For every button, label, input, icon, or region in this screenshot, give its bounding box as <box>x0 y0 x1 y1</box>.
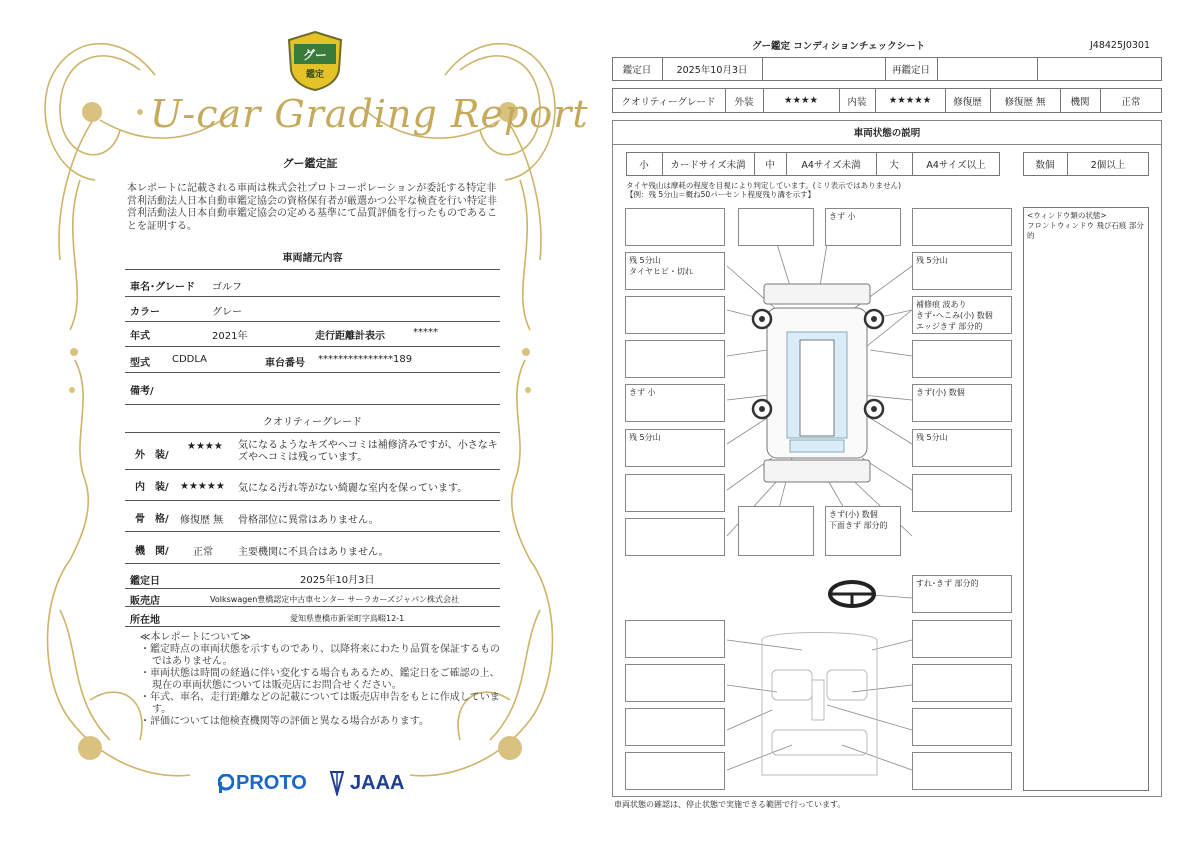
frame-label: 骨 格/ <box>135 514 169 525</box>
report-notes <box>140 632 500 728</box>
window-text: フロントウィンドウ 飛び石痕 部分的 <box>1027 221 1144 240</box>
address-value: 愛知県豊橋市新栄町字鳥畷12-1 <box>290 614 405 623</box>
interior-stars: ★★★★★ <box>180 481 225 492</box>
date-value: 2025年10月3日 <box>300 575 375 586</box>
diagram-box <box>625 208 725 246</box>
size-small-label: 小 <box>639 160 649 171</box>
script-title: U-car Grading Report <box>150 92 589 136</box>
dealer-label: 販売店 <box>130 596 160 607</box>
diagram-box <box>912 340 1012 378</box>
chassis-label: 車台番号 <box>265 358 305 369</box>
note-item: ・年式、車名、走行距離などの記載については販売店申告をもとに作成しています。 <box>140 692 500 715</box>
sheet-id: J48425J0301 <box>1090 40 1151 51</box>
frame-value: 修復歴 無 <box>180 515 224 526</box>
label-rear-bumper: きず(小) 数個 <box>829 510 878 519</box>
exterior-label: 外 装/ <box>135 450 169 461</box>
size-large-desc: A4サイズ以上 <box>926 160 986 171</box>
car-name-label: 車名･グレード <box>130 282 195 293</box>
interior-text: 気になる汚れ等がない綺麗な室内を保っています。 <box>238 483 468 494</box>
window-heading: <ウィンドウ類の状態> <box>1027 211 1107 220</box>
size-large-label: 大 <box>889 160 899 171</box>
diagram-box <box>912 429 1012 467</box>
remarks-label: 備考/ <box>130 386 154 397</box>
label-right-door-edge: エッジきず 部分的 <box>916 322 983 331</box>
color-label: カラー <box>130 307 160 318</box>
proto-logo: PROTO <box>236 772 307 794</box>
diagram-box <box>912 752 1012 790</box>
exterior-stars: ★★★★ <box>187 441 223 452</box>
tire-note: タイヤ残山は摩耗の程度を目視により判定しています。(ミリ表示ではありません) <box>626 181 902 190</box>
sheet-footer: 車両状態の確認は、停止状態で実施できる範囲で行っています。 <box>614 800 846 809</box>
date-value: 2025年10月3日 <box>676 65 748 76</box>
divider <box>125 588 500 589</box>
engine-label: 機関 <box>1070 96 1090 108</box>
count-label: 数個 <box>1035 160 1055 171</box>
divider <box>125 321 500 322</box>
svg-text:グー: グー <box>302 48 328 62</box>
label-right-rear-panel: きず(小) 数個 <box>916 388 965 397</box>
diagram-box <box>912 384 1012 422</box>
dealer-value: Volkswagen豊橋認定中古車センター サーラカーズジャパン株式会社 <box>210 595 459 604</box>
certificate-body: 本レポートに記載される車両は株式会社プロトコーポレーションが委託する特定非営利活動法人日本自動車鑑定協会の資格保有者が厳選かつ公平な検査を行い特定非営利活動法人日本自動車鑑定協会の定める基準にて品質評価を行ったものであることを証明する。 <box>127 183 497 232</box>
date-label: 鑑定日 <box>622 65 652 76</box>
divider <box>125 432 500 433</box>
engine-label: 機 関/ <box>135 546 169 557</box>
tire-example: 【例：残 5分山＝概ね50パーセント程度残り溝を示す】 <box>626 190 816 199</box>
mileage-value: ***** <box>413 327 438 338</box>
quality-label: クオリティーグレード <box>621 96 716 108</box>
diagram-box <box>625 429 725 467</box>
goo-kantei-badge-icon <box>285 30 345 92</box>
size-mid-label: 中 <box>765 160 775 171</box>
label-left-front-tire: 残 5分山 <box>629 256 661 265</box>
divider <box>125 372 500 373</box>
diagram-box <box>912 664 1012 702</box>
count-desc: 2個以上 <box>1090 160 1126 171</box>
divider <box>125 606 500 607</box>
notes-heading: ≪本レポートについて≫ <box>140 632 251 643</box>
label-rear-bumper-under: 下面きず 部分的 <box>829 521 888 530</box>
proto-logo-icon <box>218 774 234 794</box>
note-item: ・車両状態は時間の経過に伴い変化する場合もあるため、鑑定日をご確認の上、現在の車両状態については販売店にお問合せください。 <box>140 668 500 691</box>
car-name-value: ゴルフ <box>212 282 242 293</box>
diagram-box <box>738 506 814 556</box>
certificate-title: グー鑑定証 <box>282 157 338 170</box>
year-value: 2021年 <box>212 331 248 342</box>
diagram-box <box>625 752 725 790</box>
label-top-center: きず 小 <box>829 212 856 221</box>
diagram-box <box>625 296 725 334</box>
label-left-rear-panel: きず 小 <box>629 388 656 397</box>
diagram-box <box>625 620 725 658</box>
divider <box>125 296 500 297</box>
divider <box>125 269 500 270</box>
reinspect-label: 再鑑定日 <box>891 65 930 76</box>
diagram-box <box>625 252 725 290</box>
address-label: 所在地 <box>130 615 160 626</box>
label-right-front-tire: 残 5分山 <box>916 256 948 265</box>
diagram-box <box>912 252 1012 290</box>
interior-label: 内装 <box>847 96 867 108</box>
model-label: 型式 <box>130 358 150 369</box>
divider <box>125 531 500 532</box>
divider <box>125 346 500 347</box>
spec-heading: 車両諸元内容 <box>282 253 343 264</box>
divider <box>125 626 500 627</box>
divider <box>125 500 500 501</box>
note-item: ・鑑定時点の車両状態を示すものであり、以降将来にわたり品質を保証するものではありません。 <box>140 644 500 667</box>
svg-text:鑑定: 鑑定 <box>305 70 325 80</box>
engine-text: 主要機関に不具合はありません。 <box>238 547 389 558</box>
repair-value: 修復歴 無 <box>1004 96 1046 108</box>
engine-value: 正常 <box>1121 96 1141 108</box>
diagram-box <box>625 384 725 422</box>
diagram-box <box>738 208 814 246</box>
diagram-box <box>912 620 1012 658</box>
color-value: グレー <box>212 307 242 318</box>
interior-stars: ★★★★★ <box>888 95 932 106</box>
chassis-value: ***************189 <box>318 354 413 365</box>
exterior-label: 外装 <box>734 96 754 108</box>
state-heading: 車両状態の説明 <box>853 128 921 139</box>
label-left-rear-tire: 残 5分山 <box>629 433 661 442</box>
label-left-front-tire-crack: タイヤヒビ・切れ <box>629 267 693 276</box>
diagram-box <box>825 208 901 246</box>
exterior-stars: ★★★★ <box>783 95 819 106</box>
jaaa-logo-icon <box>327 770 347 796</box>
label-right-rear-tire: 残 5分山 <box>916 433 948 442</box>
diagram-box <box>625 664 725 702</box>
size-mid-desc: A4サイズ未満 <box>801 160 861 171</box>
year-label: 年式 <box>130 331 150 342</box>
repair-label: 修復歴 <box>953 96 982 108</box>
frame-text: 骨格部位に異常はありません。 <box>238 515 379 526</box>
diagram-box <box>912 575 1012 613</box>
note-item: ・評価については他検査機関等の評価と異なる場合があります。 <box>140 716 429 727</box>
divider <box>125 404 500 405</box>
label-right-door-dent: きず･へこみ(小) 数個 <box>916 311 993 320</box>
diagram-box <box>912 474 1012 512</box>
diagram-box <box>625 708 725 746</box>
size-small-desc: カードサイズ未満 <box>670 160 746 171</box>
diagram-box <box>825 506 901 556</box>
diagram-box <box>625 340 725 378</box>
diagram-box <box>625 474 725 512</box>
quality-heading: クオリティーグレード <box>263 417 362 428</box>
label-right-door-repair: 補修痕 波あり <box>916 300 967 309</box>
exterior-text: 気になるようなキズやヘコミは補修済みですが、小さなキズやヘコミは残っています。 <box>238 440 498 463</box>
diagram-box <box>912 296 1012 334</box>
window-panel <box>1023 207 1149 791</box>
label-steering: すれ･きず 部分的 <box>916 579 979 588</box>
jaaa-logo: JAAA <box>350 772 405 794</box>
diagram-box <box>912 708 1012 746</box>
mileage-label: 走行距離計表示 <box>315 331 385 342</box>
engine-value: 正常 <box>193 547 213 558</box>
date-label: 鑑定日 <box>130 576 160 587</box>
divider <box>125 469 500 470</box>
diagram-box <box>625 518 725 556</box>
sheet-title: グー鑑定 コンディションチェックシート <box>752 41 926 52</box>
diagram-box <box>912 208 1012 246</box>
interior-label: 内 装/ <box>135 482 169 493</box>
divider <box>125 563 500 564</box>
model-value: CDDLA <box>172 354 208 365</box>
